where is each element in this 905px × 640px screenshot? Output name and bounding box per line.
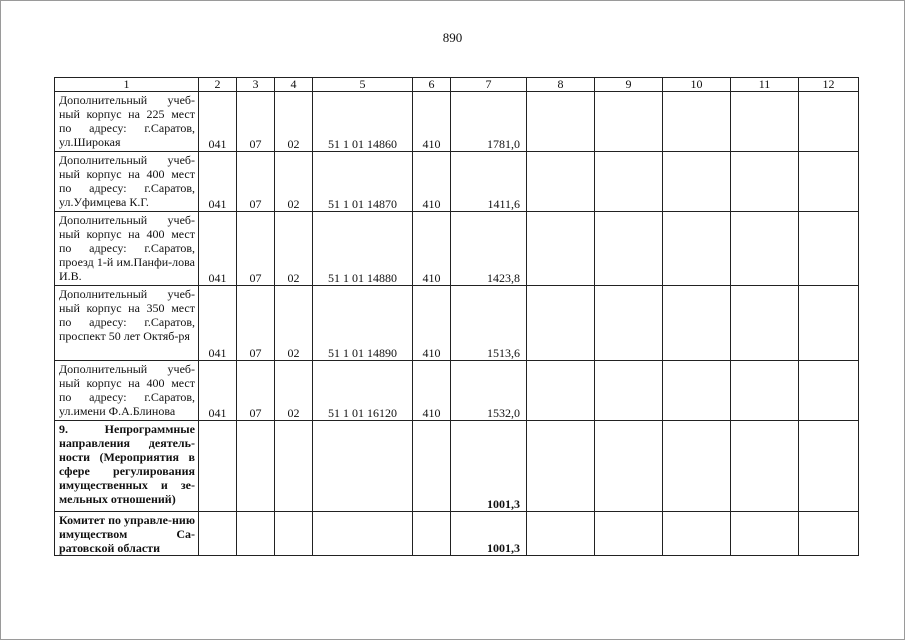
cell-empty (527, 361, 595, 421)
cell-subsection: 02 (275, 92, 313, 152)
column-header: 9 (595, 78, 663, 92)
cell-empty (799, 421, 859, 512)
cell-empty (799, 512, 859, 556)
cell-empty (663, 421, 731, 512)
cell-subsection (275, 512, 313, 556)
cell-target-article: 51 1 01 14880 (313, 212, 413, 286)
cell-section (237, 421, 275, 512)
cell-empty (731, 512, 799, 556)
budget-table (54, 77, 859, 556)
cell-admin-code: 041 (199, 361, 237, 421)
cell-empty (731, 361, 799, 421)
cell-empty (595, 361, 663, 421)
table-row (55, 286, 859, 361)
cell-name: Дополнительный учеб-ный корпус на 350 мест по адресу: г.Саратов, проспект 50 лет Октяб-ря (55, 286, 199, 361)
cell-empty (527, 421, 595, 512)
column-header: 2 (199, 78, 237, 92)
cell-section: 07 (237, 152, 275, 212)
table-row (55, 421, 859, 512)
cell-empty (595, 512, 663, 556)
cell-empty (799, 212, 859, 286)
cell-amount: 1001,3 (451, 421, 527, 512)
cell-empty (731, 421, 799, 512)
cell-admin-code: 041 (199, 212, 237, 286)
table-row (55, 152, 859, 212)
table-row (55, 361, 859, 421)
cell-target-article: 51 1 01 16120 (313, 361, 413, 421)
cell-amount: 1781,0 (451, 92, 527, 152)
cell-admin-code (199, 512, 237, 556)
cell-name: Дополнительный учеб-ный корпус на 400 мест по адресу: г.Саратов, ул.имени Ф.А.Блинова (55, 361, 199, 421)
cell-empty (799, 92, 859, 152)
cell-subsection (275, 421, 313, 512)
cell-amount: 1513,6 (451, 286, 527, 361)
column-header: 11 (731, 78, 799, 92)
cell-empty (527, 92, 595, 152)
cell-empty (731, 92, 799, 152)
cell-amount: 1001,3 (451, 512, 527, 556)
cell-empty (595, 421, 663, 512)
cell-empty (731, 212, 799, 286)
cell-empty (731, 152, 799, 212)
cell-empty (595, 212, 663, 286)
cell-target-article: 51 1 01 14870 (313, 152, 413, 212)
cell-amount: 1423,8 (451, 212, 527, 286)
cell-expense-type: 410 (413, 361, 451, 421)
table-body (55, 92, 859, 556)
cell-empty (799, 152, 859, 212)
cell-amount: 1411,6 (451, 152, 527, 212)
cell-admin-code (199, 421, 237, 512)
column-header: 12 (799, 78, 859, 92)
cell-expense-type: 410 (413, 152, 451, 212)
column-header: 5 (313, 78, 413, 92)
cell-admin-code: 041 (199, 92, 237, 152)
column-header: 3 (237, 78, 275, 92)
cell-target-article (313, 421, 413, 512)
column-header: 10 (663, 78, 731, 92)
cell-admin-code: 041 (199, 286, 237, 361)
cell-empty (527, 286, 595, 361)
column-header: 6 (413, 78, 451, 92)
cell-section: 07 (237, 361, 275, 421)
cell-empty (663, 286, 731, 361)
cell-name: Дополнительный учеб-ный корпус на 400 мест по адресу: г.Саратов, проезд 1-й им.Панфи-лова И.В. (55, 212, 199, 286)
cell-section: 07 (237, 286, 275, 361)
cell-section: 07 (237, 212, 275, 286)
cell-name: Дополнительный учеб-ный корпус на 400 мест по адресу: г.Саратов, ул.Уфимцева К.Г. (55, 152, 199, 212)
cell-expense-type (413, 512, 451, 556)
column-header: 4 (275, 78, 313, 92)
page-number: 890 (442, 30, 463, 45)
table-row (55, 212, 859, 286)
cell-empty (799, 286, 859, 361)
cell-target-article (313, 512, 413, 556)
cell-target-article: 51 1 01 14860 (313, 92, 413, 152)
cell-admin-code: 041 (199, 152, 237, 212)
cell-expense-type (413, 421, 451, 512)
cell-name: Дополнительный учеб-ный корпус на 225 мест по адресу: г.Саратов, ул.Широкая (55, 92, 199, 152)
header-row (55, 78, 859, 92)
cell-empty (595, 152, 663, 212)
cell-target-article: 51 1 01 14890 (313, 286, 413, 361)
cell-empty (595, 286, 663, 361)
table-row (55, 512, 859, 556)
cell-subsection: 02 (275, 212, 313, 286)
column-header: 1 (55, 78, 199, 92)
cell-subsection: 02 (275, 361, 313, 421)
cell-subsection: 02 (275, 286, 313, 361)
cell-section: 07 (237, 92, 275, 152)
cell-section (237, 512, 275, 556)
cell-name: 9. Непрограммные направления деятель-ности (Мероприятия в сфере регулирования имущественных и зе-мельных отношений) (55, 421, 199, 512)
cell-subsection: 02 (275, 152, 313, 212)
cell-empty (527, 512, 595, 556)
cell-amount: 1532,0 (451, 361, 527, 421)
cell-empty (663, 152, 731, 212)
cell-expense-type: 410 (413, 92, 451, 152)
table-row (55, 92, 859, 152)
cell-empty (663, 212, 731, 286)
cell-expense-type: 410 (413, 212, 451, 286)
column-header: 8 (527, 78, 595, 92)
cell-expense-type: 410 (413, 286, 451, 361)
cell-empty (527, 212, 595, 286)
cell-empty (663, 361, 731, 421)
cell-empty (527, 152, 595, 212)
cell-empty (799, 361, 859, 421)
cell-empty (663, 92, 731, 152)
cell-empty (731, 286, 799, 361)
cell-empty (595, 92, 663, 152)
cell-empty (663, 512, 731, 556)
column-header: 7 (451, 78, 527, 92)
cell-name: Комитет по управле-нию имуществом Са-ратовской области (55, 512, 199, 556)
